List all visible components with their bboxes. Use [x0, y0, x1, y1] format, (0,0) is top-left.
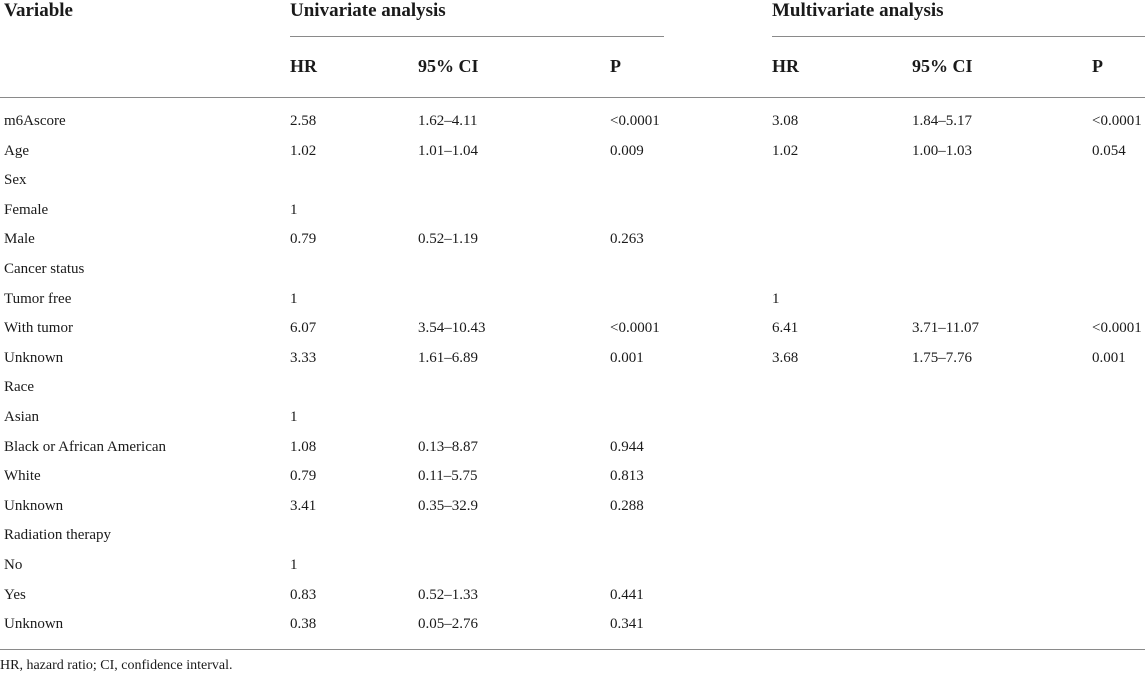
cell-uni-ci: 0.05–2.76: [418, 616, 478, 632]
cell-uni-ci: 3.54–10.43: [418, 320, 486, 336]
cell-uni-hr: 1.02: [290, 143, 317, 159]
cell-uni-ci: 0.35–32.9: [418, 498, 478, 514]
cell-uni-hr: 0.38: [290, 616, 317, 632]
subheader-multi-ci: 95% CI: [912, 56, 973, 76]
cell-variable: Radiation therapy: [4, 527, 112, 543]
cell-variable: Unknown: [4, 498, 64, 514]
cell-uni-hr: 3.33: [290, 350, 317, 366]
cell-uni-hr: 1: [290, 291, 298, 307]
cell-variable: Race: [4, 379, 34, 395]
header-bottom-rule: [0, 97, 1145, 98]
cell-uni-p: <0.0001: [610, 320, 660, 336]
cell-uni-p: 0.288: [610, 498, 644, 514]
cell-multi-p: <0.0001: [1092, 113, 1142, 129]
cell-variable: Unknown: [4, 350, 64, 366]
univariate-underline: [290, 36, 664, 37]
subheader-uni-p: P: [610, 56, 621, 76]
multivariate-underline: [772, 36, 1145, 37]
cell-variable: No: [4, 557, 23, 573]
cell-uni-hr: 1: [290, 557, 298, 573]
cell-uni-ci: 1.61–6.89: [418, 350, 478, 366]
cell-multi-hr: 1.02: [772, 143, 799, 159]
cell-uni-hr: 0.83: [290, 587, 317, 603]
cell-uni-hr: 2.58: [290, 113, 317, 129]
cell-uni-hr: 0.79: [290, 468, 317, 484]
header-variable: Variable: [4, 0, 73, 21]
cell-variable: Female: [4, 202, 49, 218]
cell-uni-ci: 1.62–4.11: [418, 113, 478, 129]
cell-multi-hr: 6.41: [772, 320, 799, 336]
cell-multi-hr: 3.08: [772, 113, 799, 129]
cell-variable: White: [4, 468, 41, 484]
cell-uni-hr: 1: [290, 409, 298, 425]
cell-uni-p: 0.001: [610, 350, 644, 366]
cell-uni-p: 0.009: [610, 143, 644, 159]
cell-uni-p: <0.0001: [610, 113, 660, 129]
cell-variable: Male: [4, 231, 35, 247]
cell-variable: Unknown: [4, 616, 64, 632]
cell-multi-hr: 1: [772, 291, 780, 307]
cell-uni-ci: 0.11–5.75: [418, 468, 478, 484]
cell-multi-p: 0.001: [1092, 350, 1126, 366]
cell-variable: With tumor: [4, 320, 73, 336]
table-footnote: HR, hazard ratio; CI, confidence interval.: [0, 658, 233, 673]
header-multivariate: Multivariate analysis: [772, 0, 944, 21]
cell-variable: Black or African American: [4, 439, 167, 455]
cell-multi-p: 0.054: [1092, 143, 1126, 159]
cell-uni-ci: 0.13–8.87: [418, 439, 478, 455]
cell-uni-hr: 3.41: [290, 498, 317, 514]
cell-uni-p: 0.341: [610, 616, 644, 632]
cell-variable: Cancer status: [4, 261, 85, 277]
cell-multi-ci: 1.75–7.76: [912, 350, 972, 366]
cell-uni-hr: 1.08: [290, 439, 317, 455]
cell-uni-ci: 0.52–1.19: [418, 231, 478, 247]
cell-uni-p: 0.944: [610, 439, 644, 455]
cell-multi-ci: 1.00–1.03: [912, 143, 972, 159]
cell-uni-p: 0.441: [610, 587, 644, 603]
cell-multi-hr: 3.68: [772, 350, 799, 366]
cell-uni-p: 0.813: [610, 468, 644, 484]
cell-variable: Yes: [4, 587, 26, 603]
cell-uni-hr: 0.79: [290, 231, 317, 247]
cell-variable: m6Ascore: [4, 113, 66, 129]
cell-uni-hr: 1: [290, 202, 298, 218]
cell-uni-ci: 0.52–1.33: [418, 587, 478, 603]
cell-variable: Asian: [4, 409, 39, 425]
cell-uni-ci: 1.01–1.04: [418, 143, 478, 159]
cell-variable: Sex: [4, 172, 27, 188]
subheader-multi-hr: HR: [772, 56, 799, 76]
cell-variable: Tumor free: [4, 291, 72, 307]
cell-uni-p: 0.263: [610, 231, 644, 247]
cell-uni-hr: 6.07: [290, 320, 317, 336]
table-bottom-rule: [0, 649, 1145, 650]
cell-multi-p: <0.0001: [1092, 320, 1142, 336]
cell-variable: Age: [4, 143, 29, 159]
subheader-multi-p: P: [1092, 56, 1103, 76]
subheader-uni-hr: HR: [290, 56, 317, 76]
header-univariate: Univariate analysis: [290, 0, 446, 21]
cell-multi-ci: 1.84–5.17: [912, 113, 972, 129]
subheader-uni-ci: 95% CI: [418, 56, 479, 76]
cell-multi-ci: 3.71–11.07: [912, 320, 979, 336]
